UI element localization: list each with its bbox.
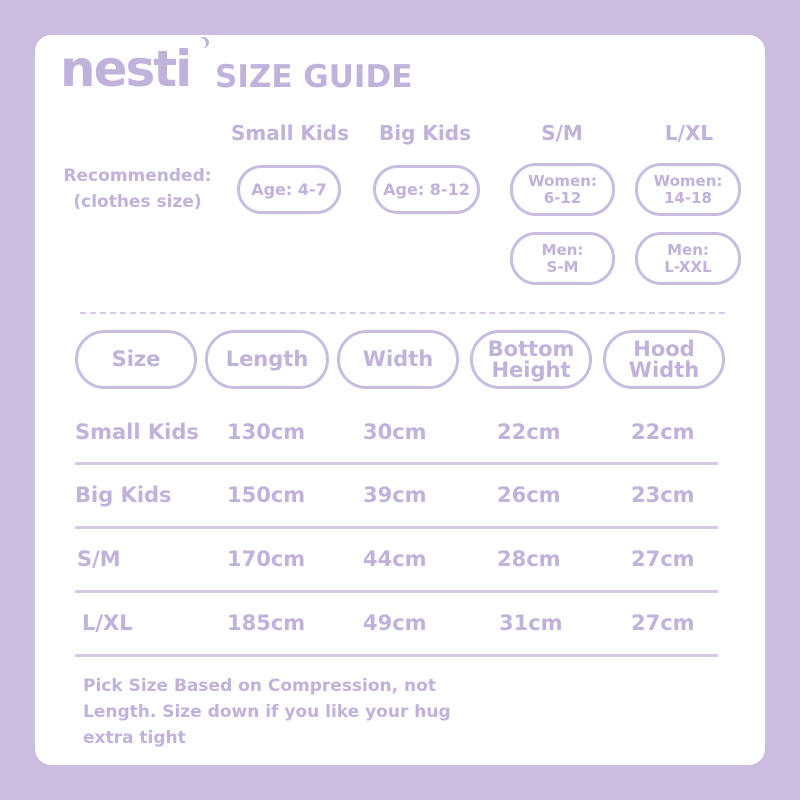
recommended-label <box>55 163 220 215</box>
row-big-kids-size: Big Kids <box>75 483 172 507</box>
row-small-kids-length: 130cm <box>227 420 306 444</box>
row-divider <box>75 526 718 529</box>
age-big-kids-pill <box>373 165 480 214</box>
sm-women-pill <box>510 163 615 216</box>
header-hood-width-pill <box>603 330 725 389</box>
row-lxl-hood-width: 27cm <box>631 611 695 635</box>
lxl-men-label: Men: <box>667 240 709 259</box>
recommended-label-line2: (clothes size) <box>73 192 202 212</box>
rec-col-lxl: L/XL <box>664 121 714 145</box>
section-divider <box>80 312 725 314</box>
header-hood-width-line2: Width <box>628 357 700 382</box>
row-sm-size: S/M <box>77 547 121 571</box>
row-big-kids-length: 150cm <box>227 483 306 507</box>
row-small-kids-hood-width: 22cm <box>631 420 695 444</box>
age-small-kids-text: Age: 4-7 <box>251 180 327 199</box>
header-bottom-height-line2: Height <box>491 357 571 382</box>
page-title: SIZE GUIDE <box>215 59 413 95</box>
rec-col-big-kids: Big Kids <box>379 121 471 145</box>
lxl-women-pill <box>635 163 741 216</box>
row-divider <box>75 654 718 657</box>
row-small-kids-width: 30cm <box>363 420 427 444</box>
header-bottom-height-line1: Bottom <box>487 336 575 361</box>
brand-logo: nesti <box>60 40 191 98</box>
lxl-men-size: L-XXL <box>664 257 712 276</box>
row-sm-width: 44cm <box>363 547 427 571</box>
header-width-text: Width <box>362 347 434 371</box>
rec-col-small-kids: Small Kids <box>231 121 349 145</box>
header-width-pill <box>337 330 459 389</box>
header-hood-width-line1: Hood <box>633 336 695 361</box>
lxl-men-pill <box>635 232 741 285</box>
sm-women-size: 6-12 <box>543 188 582 207</box>
row-divider <box>75 590 718 593</box>
header-size-pill <box>75 330 197 389</box>
moon-icon <box>195 38 206 49</box>
header-bottom-height-pill <box>470 330 592 389</box>
row-lxl-bottom-height: 31cm <box>499 611 563 635</box>
row-lxl-width: 49cm <box>363 611 427 635</box>
rec-col-sm: S/M <box>541 121 583 145</box>
row-big-kids-bottom-height: 26cm <box>497 483 561 507</box>
lxl-women-label: Women: <box>653 171 723 190</box>
size-guide-card <box>35 35 765 765</box>
row-sm-bottom-height: 28cm <box>497 547 561 571</box>
row-lxl-length: 185cm <box>227 611 306 635</box>
row-divider <box>75 462 718 465</box>
row-big-kids-width: 39cm <box>363 483 427 507</box>
sizing-note-line3: extra tight <box>83 728 186 748</box>
sm-men-size: S-M <box>546 257 579 276</box>
row-small-kids-size: Small Kids <box>75 420 199 444</box>
header-size-text: Size <box>111 347 161 371</box>
header-length-text: Length <box>225 347 309 371</box>
row-big-kids-hood-width: 23cm <box>631 483 695 507</box>
age-big-kids-text: Age: 8-12 <box>383 180 470 199</box>
row-sm-hood-width: 27cm <box>631 547 695 571</box>
header-length-pill <box>205 330 329 389</box>
sizing-note <box>83 673 503 751</box>
sizing-note-line1: Pick Size Based on Compression, not <box>83 676 436 696</box>
row-small-kids-bottom-height: 22cm <box>497 420 561 444</box>
sm-women-label: Women: <box>528 171 597 190</box>
row-lxl-size: L/XL <box>82 611 133 635</box>
row-sm-length: 170cm <box>227 547 306 571</box>
sm-men-label: Men: <box>541 240 584 259</box>
age-small-kids-pill <box>237 165 341 214</box>
sizing-note-line2: Length. Size down if you like your hug <box>83 702 451 722</box>
sm-men-pill <box>510 232 615 285</box>
recommended-label-line1: Recommended: <box>63 166 212 186</box>
lxl-women-size: 14-18 <box>664 188 712 207</box>
